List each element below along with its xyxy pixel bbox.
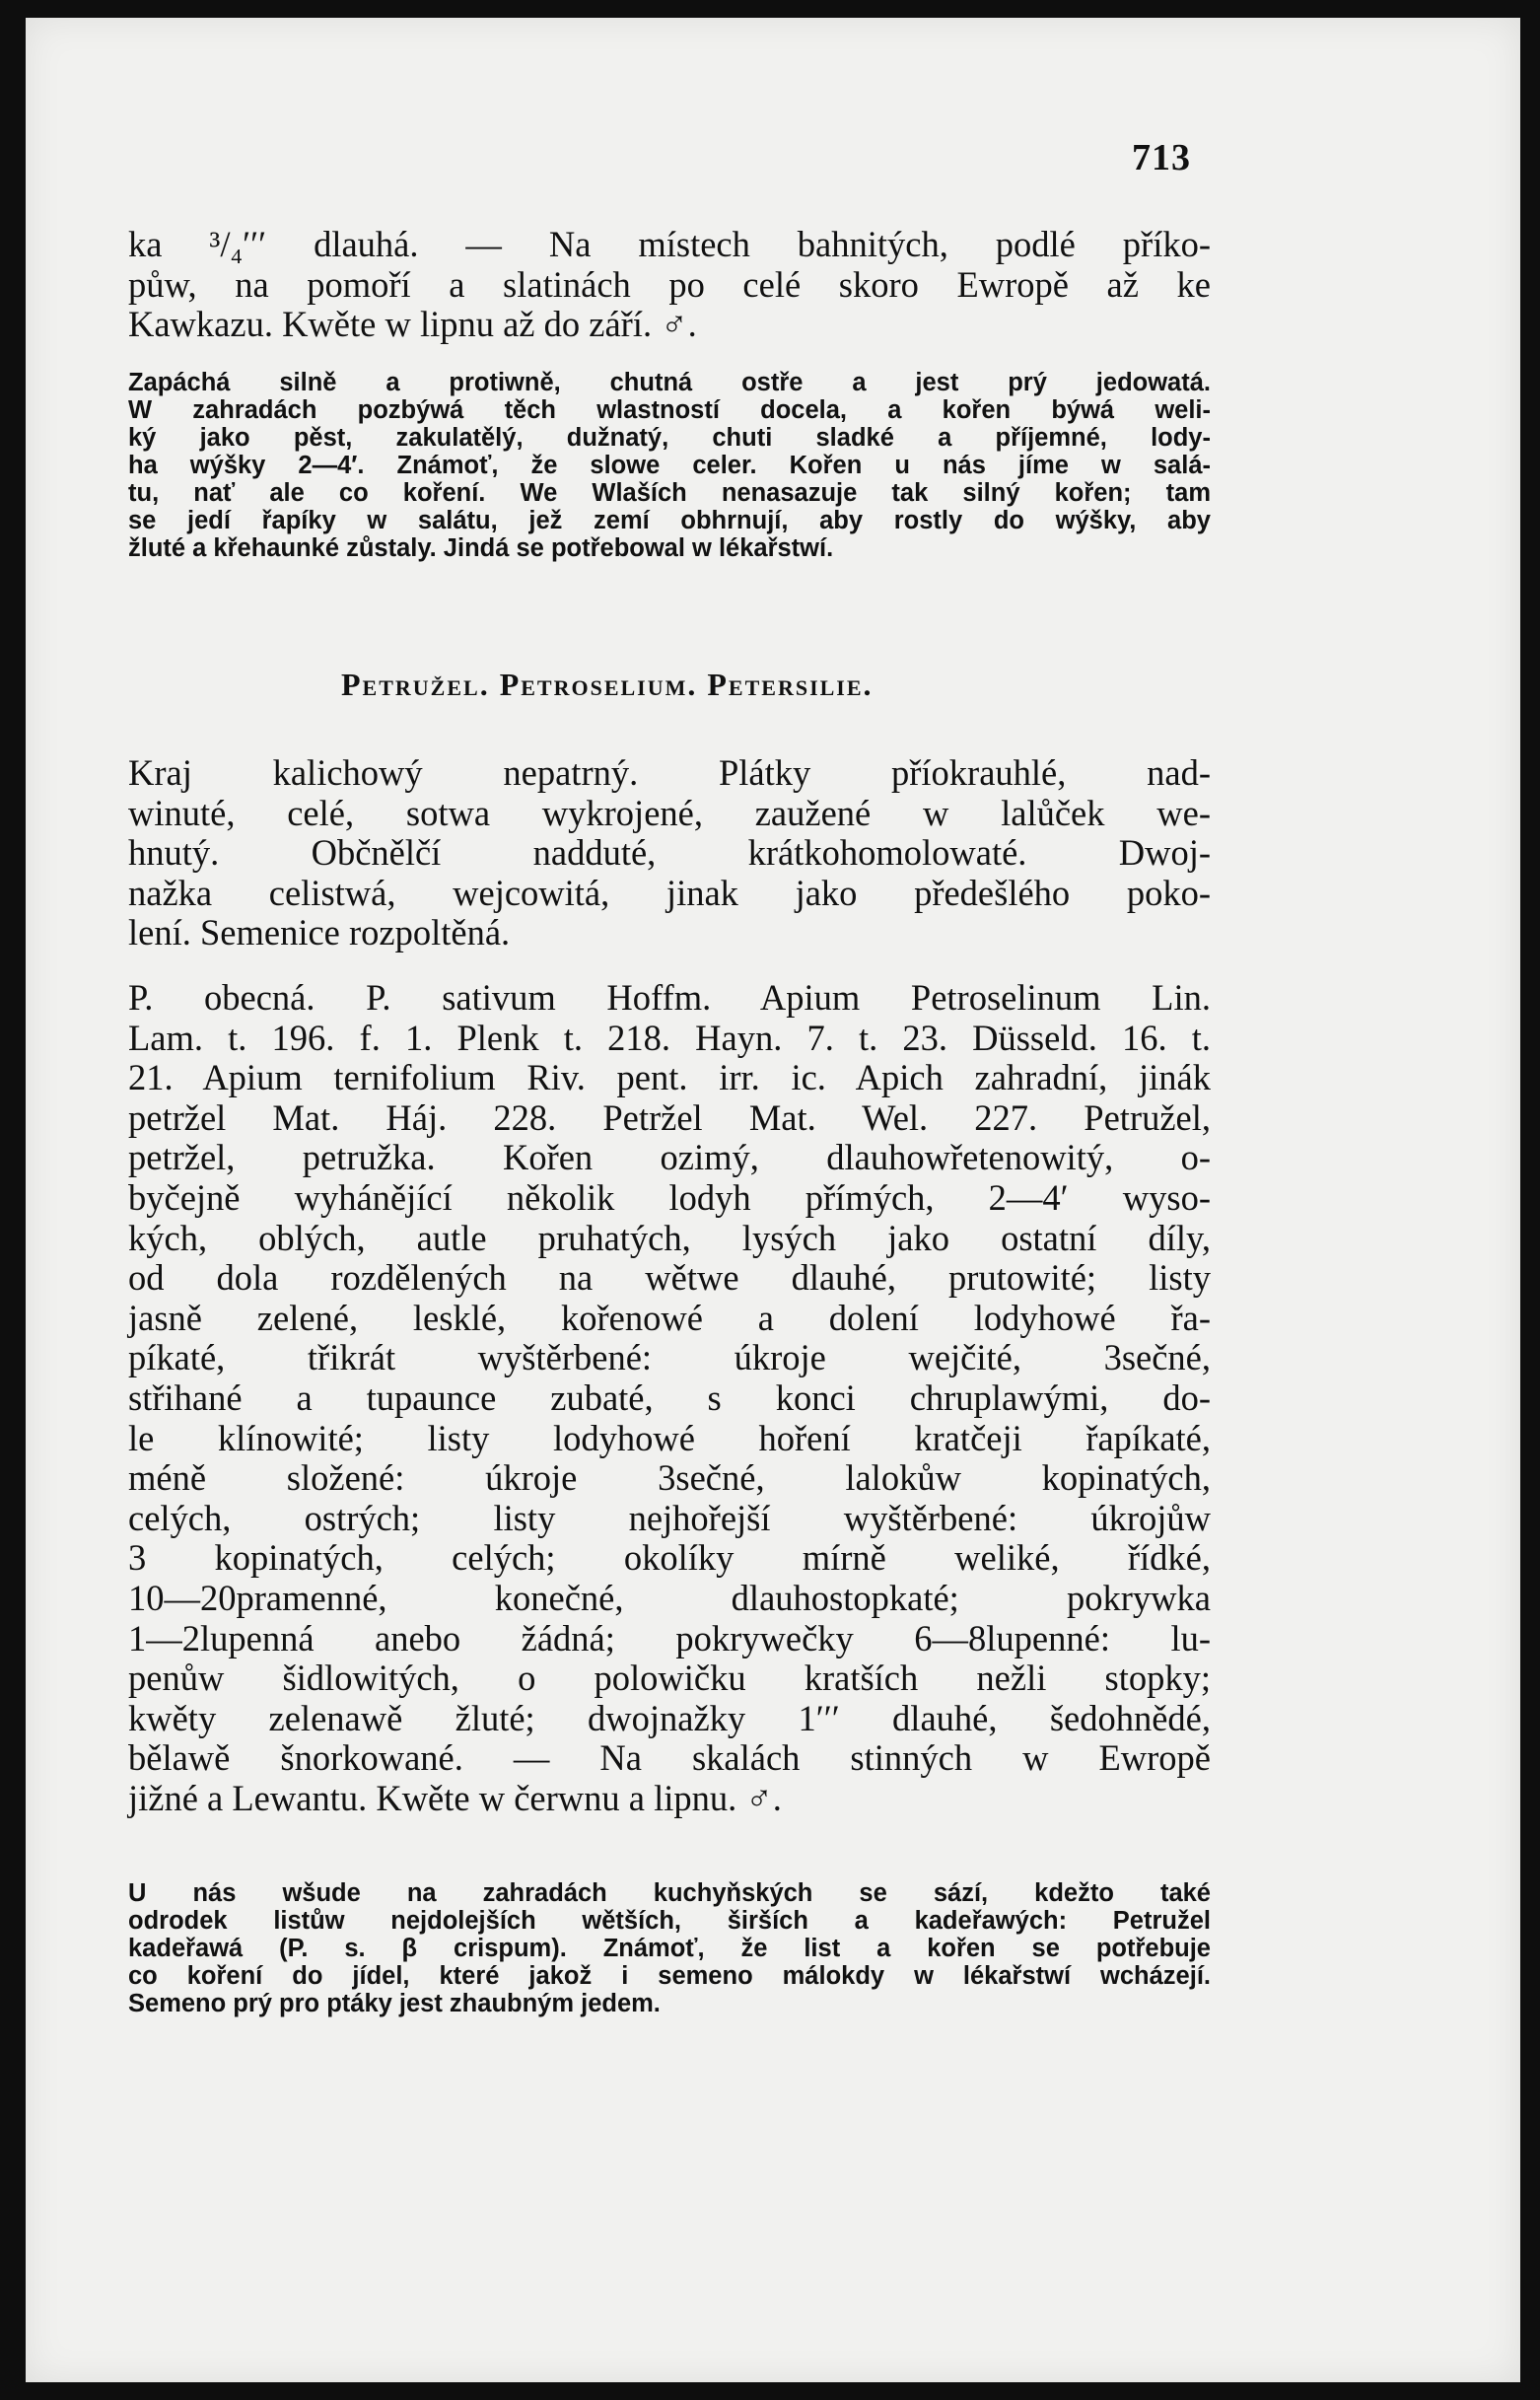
text-line: Kawkazu. Kwěte w lipnu až do září. ♂. xyxy=(128,304,697,345)
paragraph-genus-description xyxy=(128,753,1211,953)
text-line: ka ³/₄′′′ dlauhá. — Na místech bahnitých, podlé příko- xyxy=(128,224,1211,264)
text-line: 3 kopinatých, celých; okolíky mírně weliké, řídké, xyxy=(128,1537,1211,1579)
note-line: U nás wšude na zahradách kuchyňských se sází, kdežto také xyxy=(128,1879,1211,1907)
text-line: petržel Mat. Háj. 228. Petržel Mat. Wel. 227. Petružel, xyxy=(128,1096,1211,1138)
note-line: co koření do jídel, které jakož i semeno málokdy w lékařstwí wcházejí. xyxy=(128,1962,1211,1990)
text-line: Kraj kalichowý nepatrný. Plátky příokrauhlé, nad- xyxy=(128,752,1211,793)
note-line: Semeno prý pro ptáky jest zhaubným jedem. xyxy=(128,1990,661,2017)
genus-heading: Petružel. Petroselium. Petersilie. xyxy=(341,667,874,702)
note-line: tu, nať ale co koření. We Wlaších nenasazuje tak silný kořen; tam xyxy=(128,479,1211,507)
paragraph-habitat xyxy=(128,225,1211,345)
note-parsley xyxy=(128,1879,1211,2017)
text-line: byčejně wyhánějící několik lodyh přímých, 2—4′ wyso- xyxy=(128,1176,1211,1218)
text-line: 21. Apium ternifolium Riv. pent. irr. ic. Apich zahradní, jinák xyxy=(128,1057,1211,1098)
text-line: celých, ostrých; listy nejhořejší wyštěrbené: úkrojůw xyxy=(128,1497,1211,1538)
note-line: se jedí řapíky w salátu, jež zemí obhrnují, aby rostly do wýšky, aby xyxy=(128,507,1211,534)
page-number: 713 xyxy=(1132,137,1191,178)
text-line: kwěty zelenawě žluté; dwojnažky 1′′′ dlauhé, šedohnědé, xyxy=(128,1697,1211,1738)
text-line: petržel, petružka. Kořen ozimý, dlauhowřetenowitý, o- xyxy=(128,1137,1211,1178)
paragraph-species-description xyxy=(128,978,1211,1818)
text-line: píkaté, třikrát wyštěrbené: úkroje wejčité, 3sečné, xyxy=(128,1337,1211,1378)
text-line: 10—20pramenné, konečné, dlauhostopkaté; pokrywka xyxy=(128,1577,1211,1618)
note-line: odrodek listůw nejdolejších wětších, širších a kadeřawých: Petružel xyxy=(128,1907,1211,1935)
text-line: kých, oblých, autle pruhatých, lysých jako ostatní díly, xyxy=(128,1217,1211,1258)
text-line: méně složené: úkroje 3sečné, lalokůw kopinatých, xyxy=(128,1457,1211,1499)
note-line: ha wýšky 2—4′. Známoť, že slowe celer. Kořen u nás jíme w salá- xyxy=(128,452,1211,479)
note-line: ký jako pěst, zakulatělý, dužnatý, chuti sladké a příjemné, lody- xyxy=(128,424,1211,452)
text-line: střihané a tupaunce zubaté, s konci chruplawými, do- xyxy=(128,1376,1211,1418)
text-line: Lam. t. 196. f. 1. Plenk t. 218. Hayn. 7. t. 23. Düsseld. 16. t. xyxy=(128,1017,1211,1058)
text-line: 1—2lupenná anebo žádná; pokrywečky 6—8lupenné: lu- xyxy=(128,1617,1211,1659)
text-line: lení. Semenice rozpoltěná. xyxy=(128,912,511,953)
text-line: nažka celistwá, wejcowitá, jinak jako předešlého poko- xyxy=(128,872,1211,913)
text-line: penůw šidlowitých, o polowičku kratších nežli stopky; xyxy=(128,1658,1211,1699)
text-line: winuté, celé, sotwa wykrojené, zaužené w lalůček we- xyxy=(128,792,1211,833)
note-line: kadeřawá (P. s. β crispum). Známoť, že list a kořen se potřebuje xyxy=(128,1935,1211,1962)
text-line: le klínowité; listy lodyhowé hoření kratčeji řapíkaté, xyxy=(128,1417,1211,1458)
note-line: žluté a křehaunké zůstaly. Jindá se potřebowal w lékařstwí. xyxy=(128,534,834,562)
text-line: půw, na pomoří a slatinách po celé skoro Ewropě až ke xyxy=(128,263,1211,305)
text-line: P. obecná. P. sativum Hoffm. Apium Petroselinum Lin. xyxy=(128,977,1211,1018)
text-line: bělawě šnorkowané. — Na skalách stinných w Ewropě xyxy=(128,1737,1211,1779)
note-celery xyxy=(128,369,1211,562)
text-line: jižné a Lewantu. Kwěte w čerwnu a lipnu. ♂. xyxy=(128,1777,782,1818)
text-line: hnutý. Občnělčí nadduté, krátkohomolowaté. Dwoj- xyxy=(128,832,1211,874)
note-line: Zapáchá silně a protiwně, chutná ostře a jest prý jedowatá. xyxy=(128,369,1211,396)
text-line: jasně zelené, lesklé, kořenowé a dolení lodyhowé řa- xyxy=(128,1297,1211,1338)
text-line: od dola rozdělených na wětwe dlauhé, prutowité; listy xyxy=(128,1257,1211,1299)
note-line: W zahradách pozbýwá těch wlastností docela, a kořen býwá weli- xyxy=(128,396,1211,424)
